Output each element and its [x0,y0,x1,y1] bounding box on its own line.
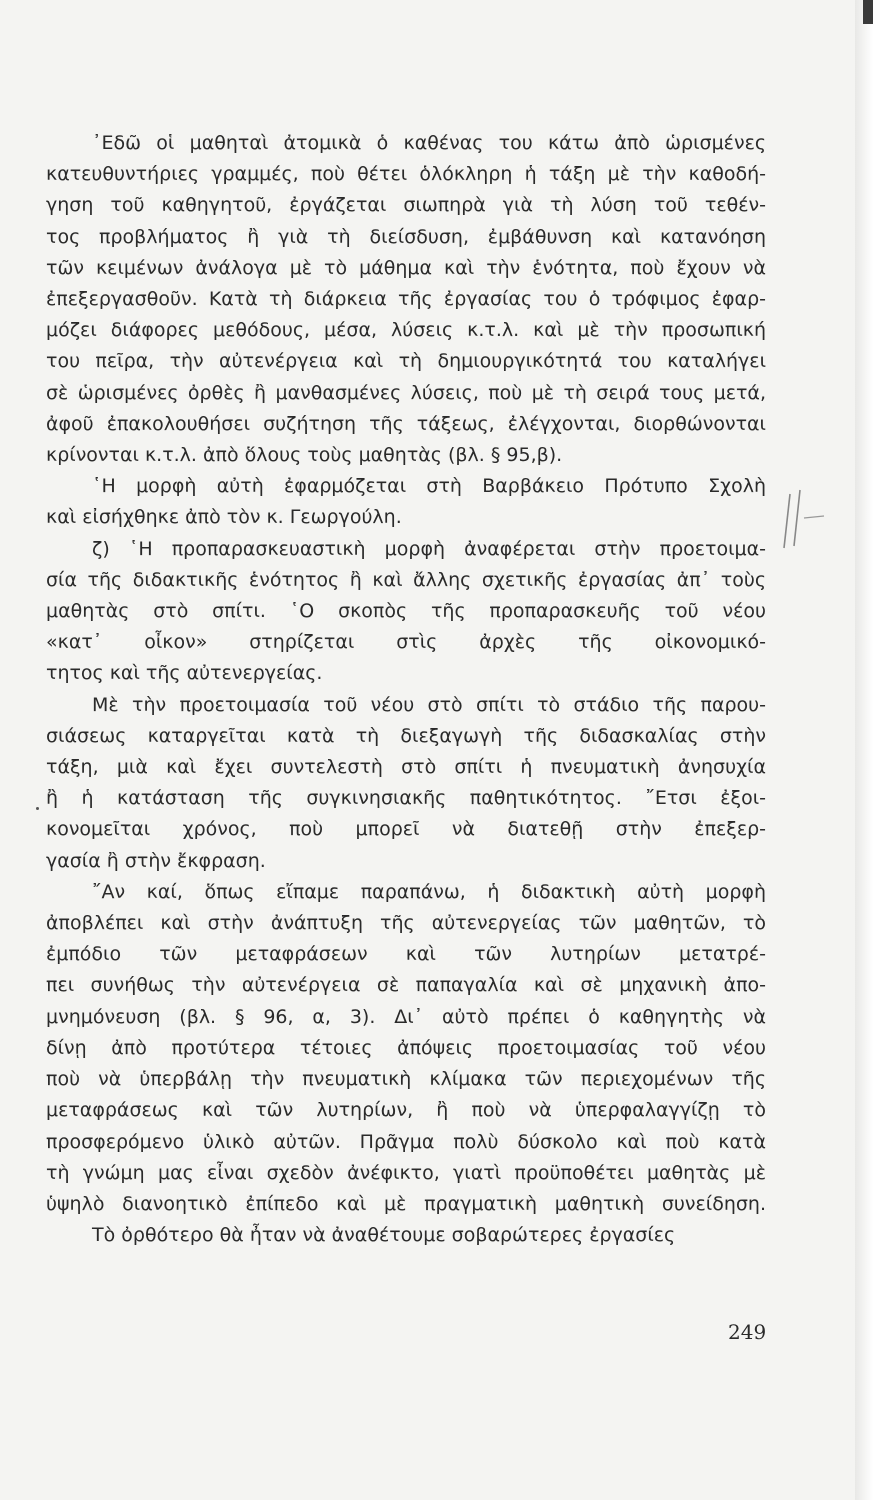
text-line: σὲ ὡρισμένες ὀρθὲς ἢ μανθασμένες λύσεις, ποὺ μὲ τὴ σειρά τους μετά, [46,381,766,404]
corner-mark [863,0,873,24]
text-line: μνημόνευση (βλ. § 96, α, 3). Δι᾿ αὐτὸ πρέπει ὁ καθηγητὴς νὰ [46,1005,766,1028]
text-line: ῾Η μορφὴ αὐτὴ ἐφαρμόζεται στὴ Βαρβάκειο Πρότυπο Σχολὴ [92,475,766,498]
text-line: σιάσεως καταργεῖται κατὰ τὴ διεξαγωγὴ τῆς διδασκαλίας στὴν [46,724,766,747]
text-line: σία τῆς διδακτικῆς ἑνότητος ἢ καὶ ἄλλης σχετικῆς ἐργασίας ἀπ᾿ τοὺς [46,568,766,591]
text-line: γασία ἢ στὴν ἔκφραση. [46,849,266,872]
text-line: δίνῃ ἀπὸ προτύτερα τέτοιες ἀπόψεις προετοιμασίας τοῦ νέου [46,1036,766,1059]
text-line: ἢ ἡ κατάσταση τῆς συγκινησιακῆς παθητικότητος. ῎Ετσι ἐξοι- [46,787,766,810]
text-line: μαθητὰς στὸ σπίτι. ῾Ο σκοπὸς τῆς προπαρασκευῆς τοῦ νέου [46,600,766,623]
stray-dot [36,807,39,810]
text-line: ζ) ῾Η προπαρασκευαστικὴ μορφὴ ἀναφέρεται στὴν προετοιμα- [92,537,766,560]
text-line: κονομεῖται χρόνος, ποὺ μπορεῖ νὰ διατεθῇ στὴν ἐπεξερ- [46,818,766,841]
text-line: μόζει διάφορες μεθόδους, μέσα, λύσεις κ.τ.λ. καὶ μὲ τὴν προσωπική [46,319,766,342]
text-line: γηση τοῦ καθηγητοῦ, ἐργάζεται σιωπηρὰ γιὰ τὴ λύση τοῦ τεθέν- [46,194,766,217]
text-line: ἐμπόδιο τῶν μεταφράσεων καὶ τῶν λυτηρίων μετατρέ- [46,943,766,966]
text-line: τάξη, μιὰ καὶ ἔχει συντελεστὴ στὸ σπίτι ἡ πνευματικὴ ἀνησυχία [46,756,766,779]
text-line: καὶ εἰσήχθηκε ἀπὸ τὸν κ. Γεωργούλη. [46,506,402,529]
text-line: τὴ γνώμη μας εἶναι σχεδὸν ἀνέφικτο, γιατὶ προϋποθέτει μαθητὰς μὲ [46,1161,766,1184]
handwritten-margin-mark [778,486,828,556]
text-line: τῶν κειμένων ἀνάλογα μὲ τὸ μάθημα καὶ τὴν ἑνότητα, ποὺ ἔχουν νὰ [46,256,766,279]
text-line: ῎Αν καί, ὅπως εἴπαμε παραπάνω, ἡ διδακτικὴ αὐτὴ μορφὴ [92,880,766,903]
text-line: κατευθυντήριες γραμμές, ποὺ θέτει ὁλόκληρη ἡ τάξη μὲ τὴν καθοδή- [46,163,766,186]
text-line: μεταφράσεως καὶ τῶν λυτηρίων, ἢ ποὺ νὰ ὑπερφαλαγγίζῃ τὸ [46,1099,766,1122]
text-line: προσφερόμενο ὑλικὸ αὐτῶν. Πρᾶγμα πολὺ δύσκολο καὶ ποὺ κατὰ [46,1130,766,1153]
text-line: πει συνήθως τὴν αὐτενέργεια σὲ παπαγαλία καὶ σὲ μηχανικὴ ἀπο- [46,974,766,997]
text-line: ᾿Εδῶ οἱ μαθηταὶ ἀτομικὰ ὁ καθένας του κάτω ἀπὸ ὡρισμένες [92,132,766,154]
text-line: ἐπεξεργασθοῦν. Κατὰ τὴ διάρκεια τῆς ἐργασίας του ὁ τρόφιμος ἐφαρ- [46,288,766,311]
text-line: ὑψηλὸ διανοητικὸ ἐπίπεδο καὶ μὲ πραγματικὴ μαθητικὴ συνείδηση. [46,1192,766,1215]
text-line: «κατ᾿ οἶκον» στηρίζεται στὶς ἀρχὲς τῆς οἰκονομικό- [46,631,766,654]
text-line: τος προβλήματος ἢ γιὰ τὴ διείσδυση, ἐμβάθυνση καὶ κατανόηση [46,225,766,248]
text-line: του πεῖρα, τὴν αὐτενέργεια καὶ τὴ δημιουργικότητά του καταλήγει [46,350,766,373]
text-line: ἀποβλέπει καὶ στὴν ἀνάπτυξη τῆς αὐτενεργείας τῶν μαθητῶν, τὸ [46,912,766,935]
text-line: κρίνονται κ.τ.λ. ἀπὸ ὅλους τοὺς μαθητὰς (βλ. § 95,β). [46,444,563,467]
text-line: τητος καὶ τῆς αὐτενεργείας. [46,662,323,685]
text-line: Τὸ ὀρθότερο θὰ ἦταν νὰ ἀναθέτουμε σοβαρώτερες ἐργασίες [92,1224,676,1247]
page-edge [855,0,873,1500]
text-line: ἀφοῦ ἐπακολουθήσει συζήτηση τῆς τάξεως, ἐλέγχονται, διορθώνονται [46,412,766,435]
text-line: Μὲ τὴν προετοιμασία τοῦ νέου στὸ σπίτι τὸ στάδιο τῆς παρου- [92,693,766,716]
body-text [46,128,766,1251]
page-number: 249 [728,1320,767,1344]
text-line: ποὺ νὰ ὑπερβάλῃ τὴν πνευματικὴ κλίμακα τῶν περιεχομένων τῆς [46,1068,766,1091]
